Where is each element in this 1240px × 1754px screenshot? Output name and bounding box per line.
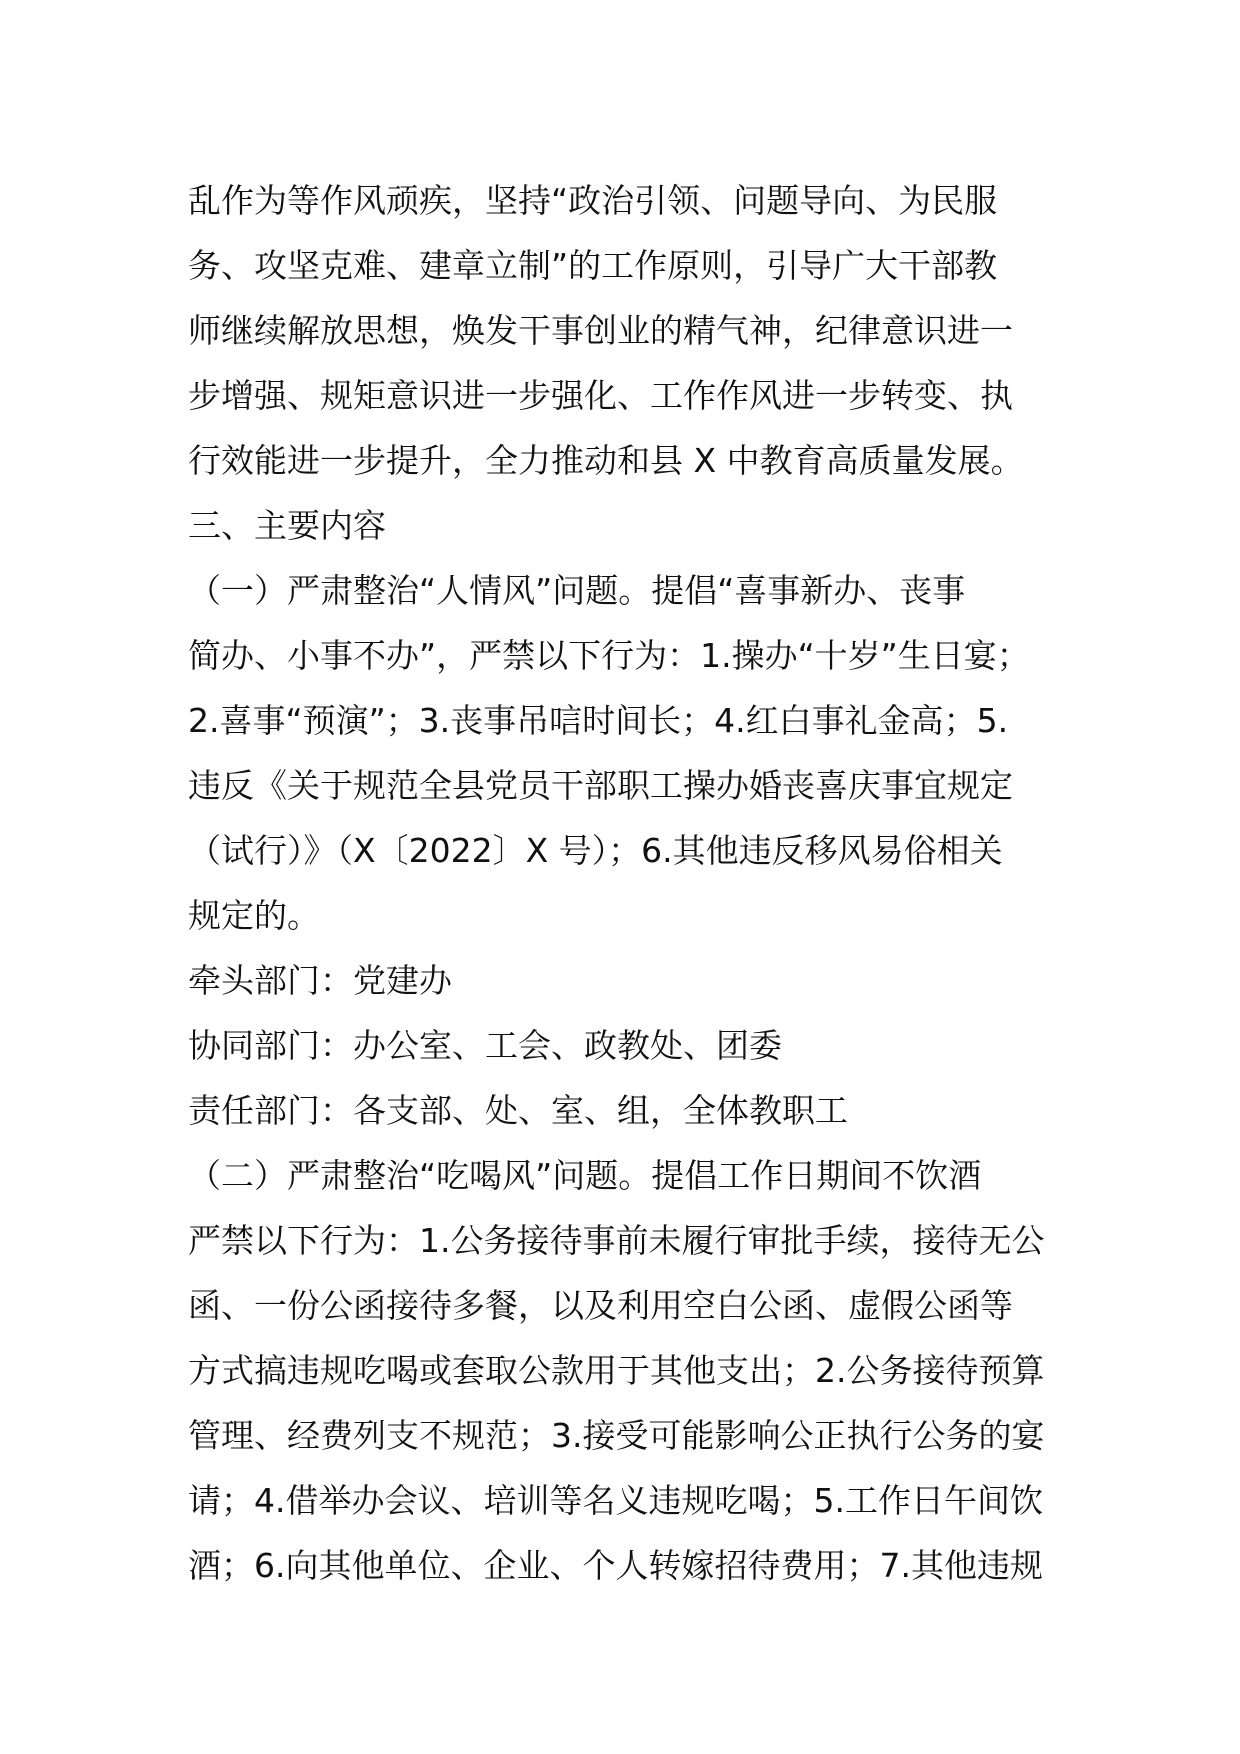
section-heading: 三、主要内容 <box>188 506 386 545</box>
lead-department: 牵头部门：党建办 <box>188 961 452 1000</box>
text-line: 请；4.借举办会议、培训等名义违规吃喝；5.工作日午间饮 <box>188 1481 1043 1520</box>
text-line: 2.喜事“预演”；3.丧事吊唁时间长；4.红白事礼金高；5. <box>188 701 1009 740</box>
cooperating-departments: 协同部门：办公室、工会、政教处、团委 <box>188 1026 782 1065</box>
text-line: 简办、小事不办”，严禁以下行为：1.操办“十岁”生日宴； <box>188 636 1030 675</box>
text-line: 乱作为等作风顽疾，坚持“政治引领、问题导向、为民服 <box>188 181 998 220</box>
text-line: （试行）》（X〔2022〕X 号）；6.其他违反移风易俗相关 <box>188 831 1003 870</box>
text-line: 方式搞违规吃喝或套取公款用于其他支出；2.公务接待预算 <box>188 1351 1045 1390</box>
text-line: （二）严肃整治“吃喝风”问题。提倡工作日期间不饮酒 <box>188 1156 982 1195</box>
text-line: （一）严肃整治“人情风”问题。提倡“喜事新办、丧事 <box>188 571 966 610</box>
text-line: 务、攻坚克难、建章立制”的工作原则，引导广大干部教 <box>188 246 998 285</box>
text-line: 行效能进一步提升，全力推动和县 X 中教育高质量发展。 <box>188 441 1024 480</box>
document-page <box>188 168 1088 1598</box>
text-line: 师继续解放思想，焕发干事创业的精气神，纪律意识进一 <box>188 311 1013 350</box>
responsible-departments: 责任部门：各支部、处、室、组，全体教职工 <box>188 1091 848 1130</box>
text-line: 严禁以下行为：1.公务接待事前未履行审批手续，接待无公 <box>188 1221 1045 1260</box>
text-line: 违反《关于规范全县党员干部职工操办婚丧喜庆事宜规定 <box>188 766 1013 805</box>
text-line: 酒；6.向其他单位、企业、个人转嫁招待费用；7.其他违规 <box>188 1546 1043 1585</box>
text-line: 函、一份公函接待多餐，以及利用空白公函、虚假公函等 <box>188 1286 1013 1325</box>
text-line: 管理、经费列支不规范；3.接受可能影响公正执行公务的宴 <box>188 1416 1045 1455</box>
text-line: 步增强、规矩意识进一步强化、工作作风进一步转变、执 <box>188 376 1013 415</box>
text-line: 规定的。 <box>188 896 320 935</box>
